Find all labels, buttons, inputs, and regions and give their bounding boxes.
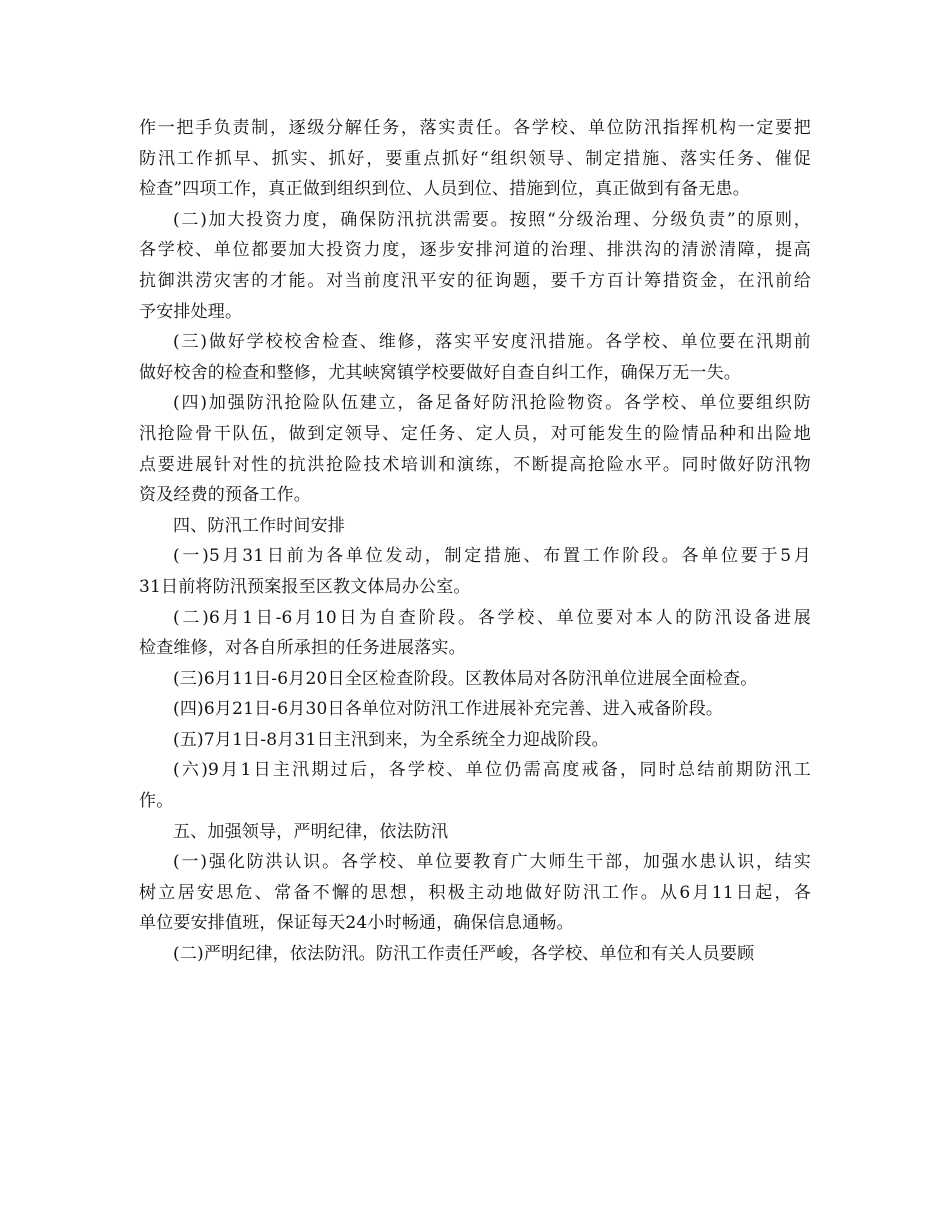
- paragraph-line: 汛抢险骨干队伍，做到定领导、定任务、定人员，对可能发生的险情品种和出险地: [139, 423, 811, 444]
- paragraph-line: 做好校舍的检查和整修，尤其峡窝镇学校要做好自查自纠工作，确保万无一失。: [139, 362, 741, 383]
- paragraph-line: (六)9月1日主汛期过后，各学校、单位仍需高度戒备，同时总结前期防汛工: [173, 760, 811, 781]
- paragraph: [139, 817, 811, 848]
- paragraph: [139, 847, 811, 939]
- paragraph-line: (一)强化防洪认识。各学校、单位要教育广大师生干部，加强水患认识，结实: [173, 852, 811, 873]
- paragraph-line: 抗御洪涝灾害的才能。对当前度汛平安的征询题，要千方百计筹措资金，在汛前给: [139, 270, 811, 291]
- paragraph-line: (四)加强防汛抢险队伍建立，备足备好防汛抢险物资。各学校、单位要组织防: [173, 393, 811, 414]
- paragraph-line: 31日前将防汛预案报至区教文体局办公室。: [139, 576, 471, 597]
- paragraph-line: 资及经费的预备工作。: [139, 485, 311, 506]
- paragraph-line: 防汛工作抓早、抓实、抓好，要重点抓好“组织领导、制定措施、落实任务、催促: [139, 148, 811, 169]
- paragraph-line: 点要进展针对性的抗洪抢险技术培训和演练，不断提高抢险水平。同时做好防汛物: [139, 454, 811, 475]
- paragraph-line: (四)6月21日-6月30日各单位对防汛工作进展补充完善、进入戒备阶段。: [173, 699, 724, 720]
- paragraph-line: 检查”四项工作，真正做到组织到位、人员到位、措施到位，真正做到有备无患。: [139, 179, 750, 200]
- paragraph-line: (一)5月31日前为各单位发动，制定措施、布置工作阶段。各单位要于5月: [173, 546, 811, 567]
- paragraph: [139, 755, 811, 816]
- paragraph-line: 四、防汛工作时间安排: [173, 515, 345, 536]
- paragraph-line: (三)6月11日-6月20日全区检查阶段。区教体局对各防汛单位进展全面检查。: [173, 668, 758, 689]
- paragraph: [139, 327, 811, 388]
- paragraph: [139, 205, 811, 327]
- paragraph-line: 五、加强领导，严明纪律，依法防汛: [173, 821, 449, 842]
- paragraph-line: 予安排处理。: [139, 301, 243, 322]
- paragraph: [139, 939, 811, 970]
- paragraph: [139, 603, 811, 664]
- paragraph: [139, 511, 811, 542]
- paragraph-line: 树立居安思危、常备不懈的思想，积极主动地做好防汛工作。从6月11日起，各: [139, 882, 811, 903]
- paragraph: [139, 694, 811, 725]
- paragraph-line: 单位要安排值班，保证每天24小时畅通，确保信息通畅。: [139, 913, 574, 934]
- paragraph-line: 各学校、单位都要加大投资力度，逐步安排河道的治理、排洪沟的清淤清障，提高: [139, 240, 811, 261]
- paragraph-line: (二)6月1日-6月10日为自查阶段。各学校、单位要对本人的防汛设备进展: [173, 607, 811, 628]
- paragraph-line: (二)加大投资力度，确保防汛抗洪需要。按照“分级治理、分级负责”的原则，: [173, 209, 811, 230]
- paragraph: [139, 541, 811, 602]
- document-body: [139, 113, 811, 970]
- paragraph-line: 作。: [139, 791, 174, 812]
- paragraph: [139, 388, 811, 510]
- paragraph: [139, 725, 811, 756]
- paragraph-line: (五)7月1日-8月31日主汛到来，为全系统全力迎战阶段。: [173, 729, 609, 750]
- paragraph-line: 作一把手负责制，逐级分解任务，落实责任。各学校、单位防汛指挥机构一定要把: [139, 118, 811, 138]
- paragraph-line: (三)做好学校校舍检查、维修，落实平安度汛措施。各学校、单位要在汛期前: [173, 332, 811, 353]
- paragraph-line: 检查维修，对各自所承担的任务进展落实。: [139, 638, 466, 659]
- paragraph-line: (二)严明纪律，依法防汛。防汛工作责任严峻，各学校、单位和有关人员要顾: [173, 944, 755, 965]
- paragraph: [139, 664, 811, 695]
- paragraph: [139, 113, 811, 205]
